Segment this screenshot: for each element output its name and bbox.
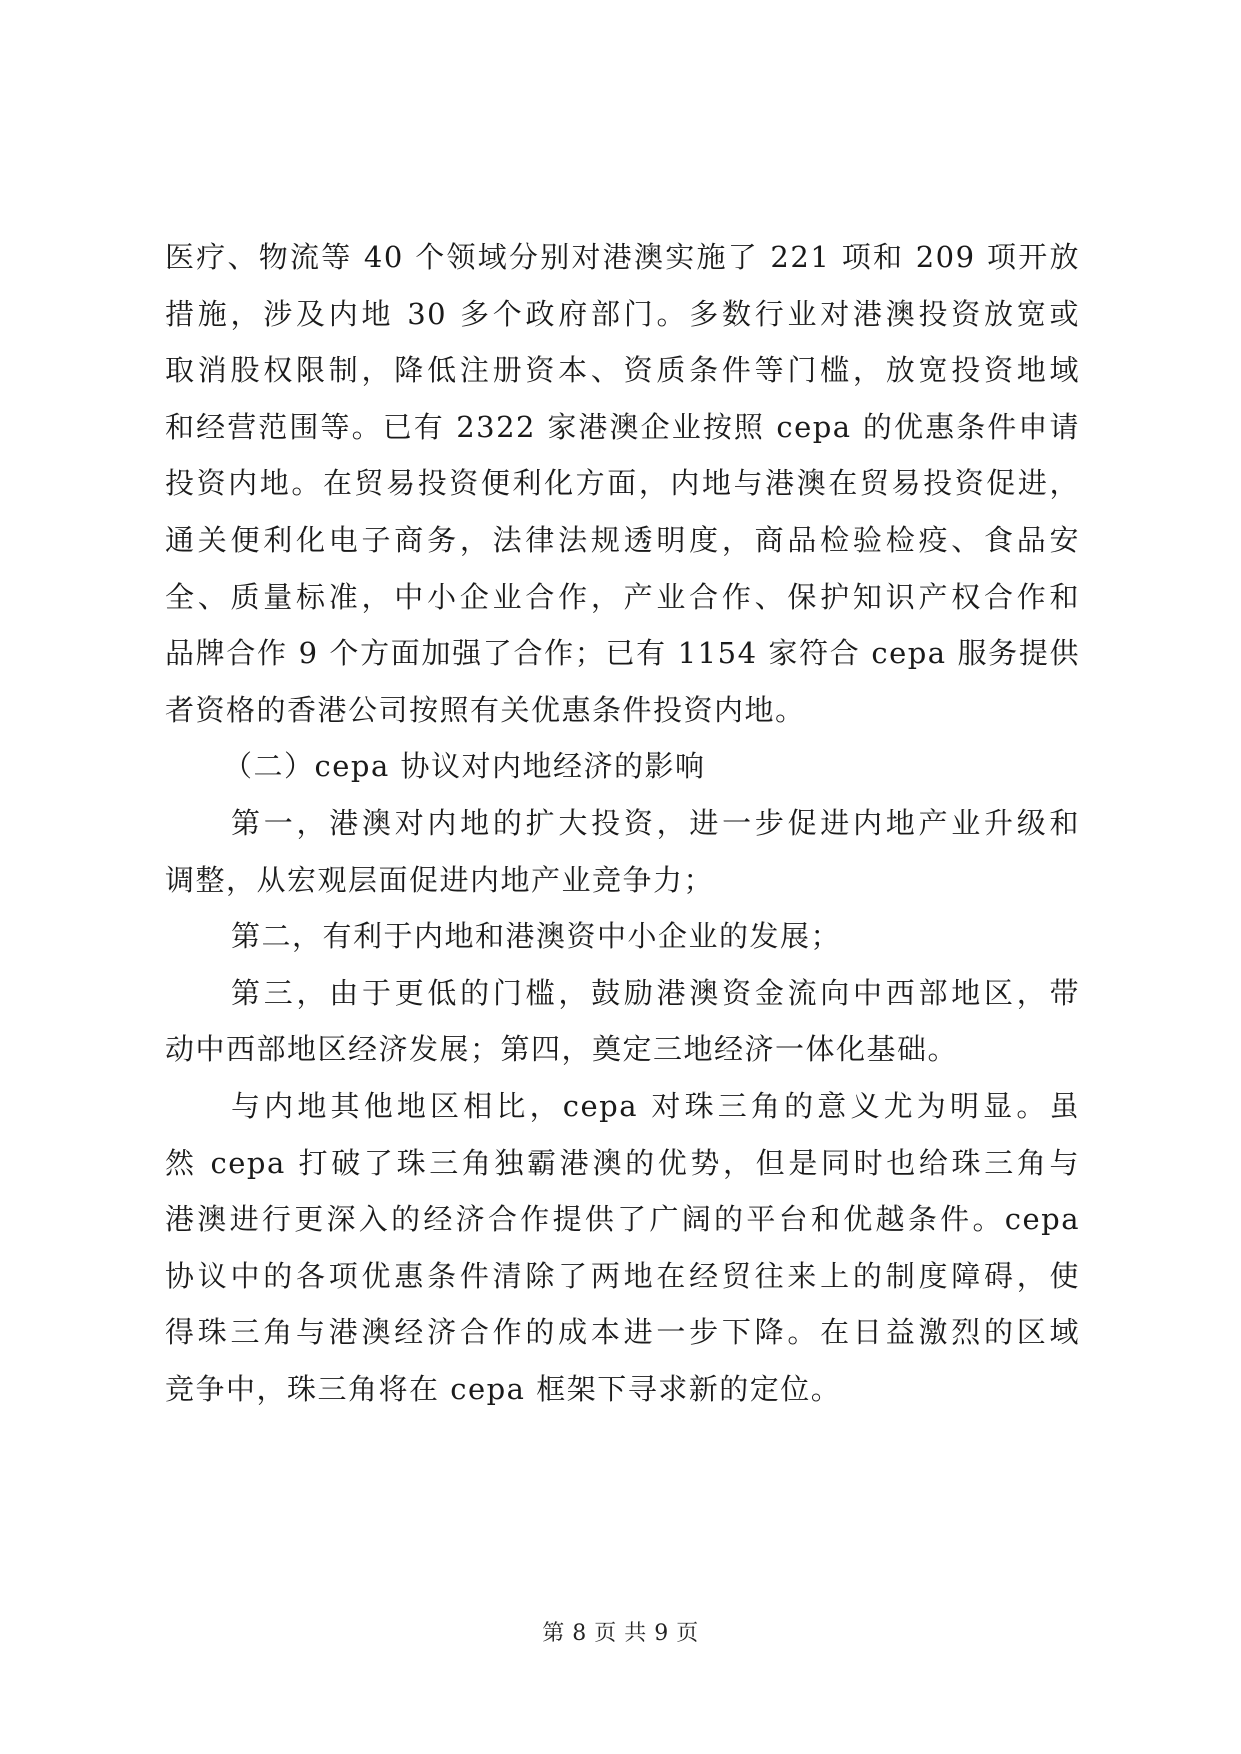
text-line: 然 cepa 打破了珠三角独霸港澳的优势，但是同时也给珠三角与 bbox=[165, 1145, 1080, 1180]
text-line: 通关便利化电子商务，法律法规透明度，商品检验检疫、食品安 bbox=[165, 522, 1080, 557]
text-line: 港澳进行更深入的经济合作提供了广阔的平台和优越条件。cepa bbox=[165, 1202, 1080, 1237]
text-line: 投资内地。在贸易投资便利化方面，内地与港澳在贸易投资促进， bbox=[165, 466, 1080, 501]
text-line: 者资格的香港公司按照有关优惠条件投资内地。 bbox=[165, 692, 806, 727]
text-line: 竞争中，珠三角将在 cepa 框架下寻求新的定位。 bbox=[165, 1371, 842, 1406]
section-heading: （二）cepa 协议对内地经济的影响 bbox=[223, 749, 706, 784]
text-line: 全、质量标准，中小企业合作，产业合作、保护知识产权合作和 bbox=[165, 579, 1080, 614]
text-line: 医疗、物流等 40 个领域分别对港澳实施了 221 项和 209 项开放 bbox=[165, 240, 1080, 274]
text-line: 协议中的各项优惠条件清除了两地在经贸往来上的制度障碍，使 bbox=[165, 1258, 1080, 1293]
text-line: 得珠三角与港澳经济合作的成本进一步下降。在日益激烈的区域 bbox=[165, 1315, 1080, 1350]
text-line: 取消股权限制，降低注册资本、资质条件等门槛，放宽投资地域 bbox=[165, 353, 1080, 388]
text-line: 与内地其他地区相比，cepa 对珠三角的意义尤为明显。虽 bbox=[231, 1088, 1080, 1123]
text-line: 动中西部地区经济发展；第四，奠定三地经济一体化基础。 bbox=[165, 1032, 959, 1067]
text-line: 第一，港澳对内地的扩大投资，进一步促进内地产业升级和 bbox=[231, 805, 1080, 840]
text-line: 调整，从宏观层面促进内地产业竞争力； bbox=[165, 862, 715, 897]
text-line: 第三，由于更低的门槛，鼓励港澳资金流向中西部地区，带 bbox=[231, 975, 1080, 1010]
text-line: 措施，涉及内地 30 多个政府部门。多数行业对港澳投资放宽或 bbox=[165, 296, 1080, 331]
page-number: 第 8 页 共 9 页 bbox=[542, 1621, 699, 1646]
document-body bbox=[165, 229, 1080, 1417]
text-line: 第二，有利于内地和港澳资中小企业的发展； bbox=[231, 919, 842, 954]
text-line: 和经营范围等。已有 2322 家港澳企业按照 cepa 的优惠条件申请 bbox=[165, 409, 1080, 444]
text-line: 品牌合作 9 个方面加强了合作；已有 1154 家符合 cepa 服务提供 bbox=[165, 636, 1080, 671]
